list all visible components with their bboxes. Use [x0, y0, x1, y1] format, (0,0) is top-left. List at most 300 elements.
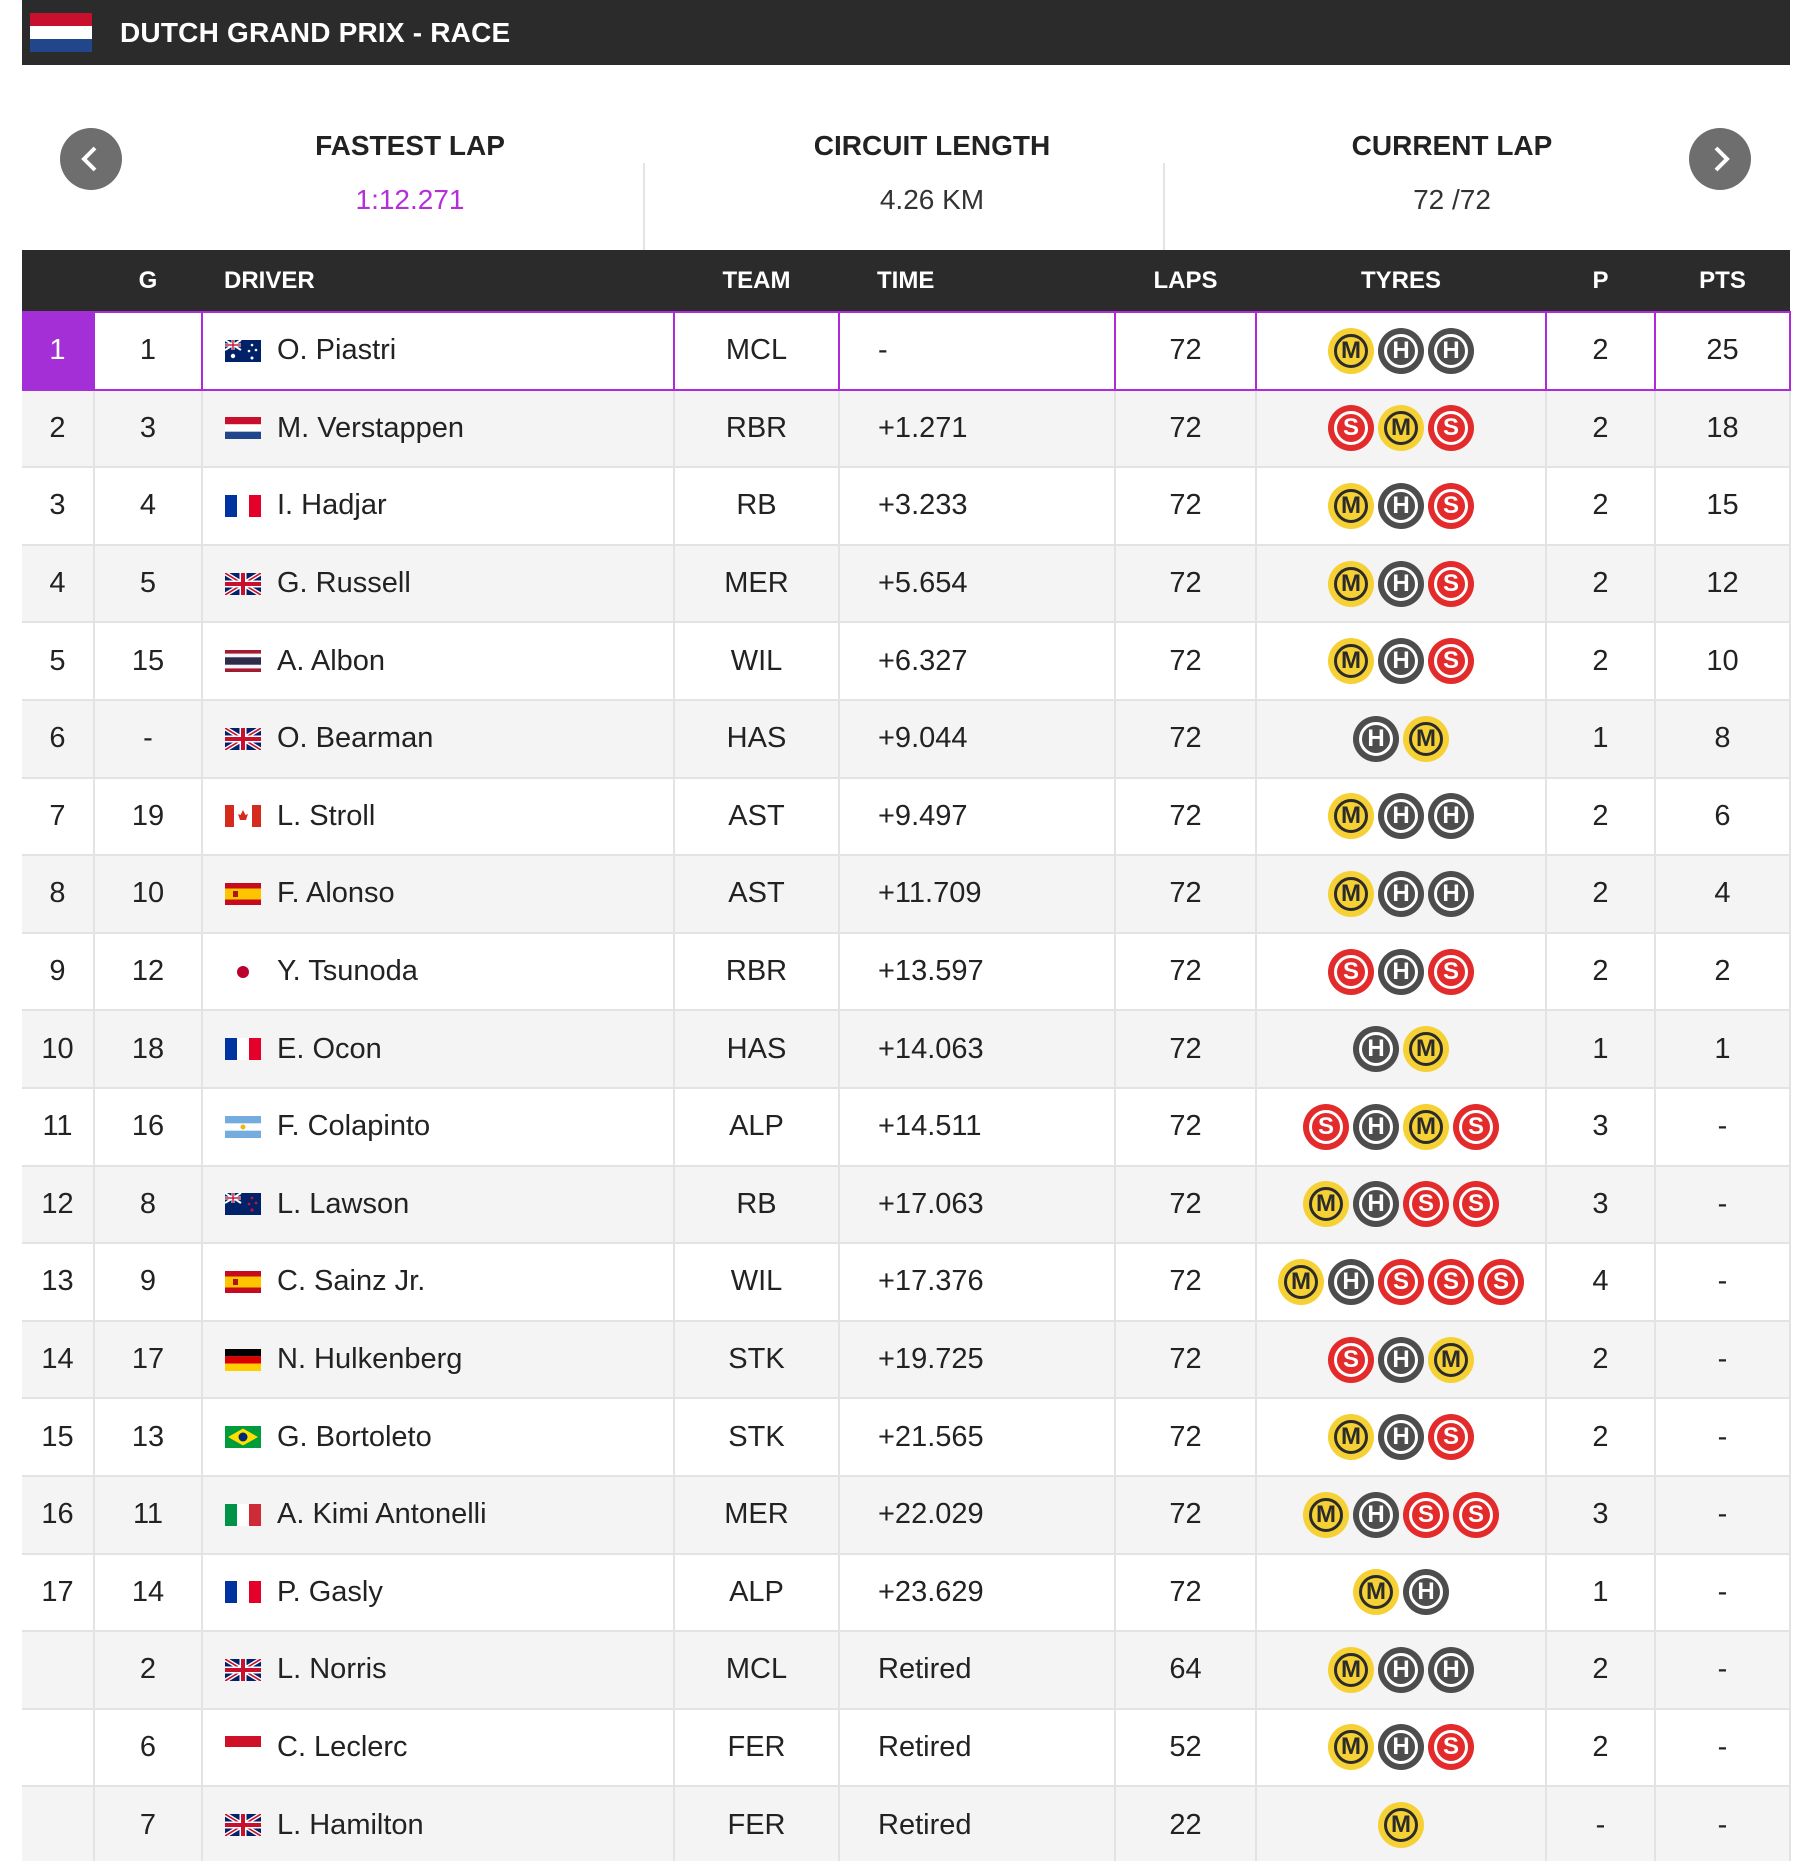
table-row — [22, 1398, 1790, 1476]
medium-tyre-icon: M — [1328, 1724, 1374, 1770]
medium-tyre-icon: M — [1278, 1259, 1324, 1305]
points-cell: 4 — [1655, 855, 1790, 933]
team-cell: MCL — [674, 1631, 839, 1709]
pits-cell: 2 — [1546, 1709, 1655, 1787]
spain-flag-icon — [225, 1271, 261, 1293]
time-cell: +9.497 — [839, 778, 1115, 856]
tyres-cell — [1256, 933, 1546, 1011]
hard-tyre-icon: H — [1428, 793, 1474, 839]
medium-tyre-icon: M — [1378, 405, 1424, 451]
table-header — [22, 250, 1790, 312]
time-cell: +19.725 — [839, 1321, 1115, 1399]
position-cell: 15 — [22, 1398, 94, 1476]
points-cell: 12 — [1655, 545, 1790, 623]
points-cell: - — [1655, 1476, 1790, 1554]
table-row — [22, 1010, 1790, 1088]
table-row — [22, 312, 1790, 390]
soft-tyre-icon: S — [1303, 1104, 1349, 1150]
canada-flag-icon — [225, 805, 261, 827]
points-cell: 1 — [1655, 1010, 1790, 1088]
soft-tyre-icon: S — [1428, 1414, 1474, 1460]
tyres-cell — [1256, 1554, 1546, 1632]
team-cell: FER — [674, 1786, 839, 1861]
hard-tyre-icon: H — [1328, 1259, 1374, 1305]
laps-cell: 72 — [1115, 312, 1256, 390]
position-cell: 9 — [22, 933, 94, 1011]
team-cell: RB — [674, 1166, 839, 1244]
pits-cell: 2 — [1546, 390, 1655, 468]
points-cell: 15 — [1655, 467, 1790, 545]
table-row — [22, 467, 1790, 545]
uk-flag-icon — [225, 573, 261, 595]
driver-name: Y. Tsunoda — [277, 955, 418, 988]
tyres-cell — [1256, 1088, 1546, 1166]
prev-button[interactable] — [60, 128, 122, 190]
grid-cell: 19 — [94, 778, 202, 856]
points-cell: 6 — [1655, 778, 1790, 856]
position-cell: 7 — [22, 778, 94, 856]
tyres-cell — [1256, 1243, 1546, 1321]
grid-cell: 1 — [94, 312, 202, 390]
time-cell: +14.063 — [839, 1010, 1115, 1088]
pits-cell: 2 — [1546, 1631, 1655, 1709]
col-driver: DRIVER — [224, 266, 315, 294]
hard-tyre-icon: H — [1378, 1724, 1424, 1770]
pits-cell: 2 — [1546, 1321, 1655, 1399]
time-cell: +14.511 — [839, 1088, 1115, 1166]
driver-name: C. Sainz Jr. — [277, 1265, 426, 1298]
table-row — [22, 1631, 1790, 1709]
medium-tyre-icon: M — [1328, 793, 1374, 839]
driver-cell — [202, 1554, 674, 1632]
points-cell: - — [1655, 1398, 1790, 1476]
hard-tyre-icon: H — [1378, 1414, 1424, 1460]
laps-cell: 72 — [1115, 467, 1256, 545]
driver-cell — [202, 1166, 674, 1244]
soft-tyre-icon: S — [1453, 1104, 1499, 1150]
medium-tyre-icon: M — [1328, 328, 1374, 374]
grid-cell: 7 — [94, 1786, 202, 1861]
grid-cell: 14 — [94, 1554, 202, 1632]
grid-cell: 3 — [94, 390, 202, 468]
hard-tyre-icon: H — [1353, 1104, 1399, 1150]
laps-cell: 72 — [1115, 1010, 1256, 1088]
laps-cell: 72 — [1115, 778, 1256, 856]
driver-cell — [202, 312, 674, 390]
table-row — [22, 778, 1790, 856]
fastest-lap-value: 1:12.271 — [355, 184, 465, 215]
tyres-cell — [1256, 1631, 1546, 1709]
medium-tyre-icon: M — [1328, 1414, 1374, 1460]
uk-flag-icon — [225, 728, 261, 750]
laps-cell: 72 — [1115, 1243, 1256, 1321]
tyres-cell — [1256, 622, 1546, 700]
position-cell: 13 — [22, 1243, 94, 1321]
current-lap-value: 72 /72 — [1413, 184, 1491, 215]
grid-cell: 5 — [94, 545, 202, 623]
col-laps: LAPS — [1153, 266, 1218, 294]
points-cell: - — [1655, 1786, 1790, 1861]
driver-name: O. Piastri — [277, 334, 397, 367]
hard-tyre-icon: H — [1353, 1492, 1399, 1538]
grid-cell: 10 — [94, 855, 202, 933]
team-cell: STK — [674, 1321, 839, 1399]
points-cell: - — [1655, 1243, 1790, 1321]
tyres-cell — [1256, 778, 1546, 856]
team-cell: ALP — [674, 1554, 839, 1632]
team-cell: RBR — [674, 390, 839, 468]
soft-tyre-icon: S — [1328, 1337, 1374, 1383]
laps-cell: 22 — [1115, 1786, 1256, 1861]
medium-tyre-icon: M — [1328, 871, 1374, 917]
laps-cell: 72 — [1115, 933, 1256, 1011]
laps-cell: 72 — [1115, 1088, 1256, 1166]
time-cell: - — [839, 312, 1115, 390]
pits-cell: 2 — [1546, 778, 1655, 856]
position-cell: 1 — [22, 312, 94, 390]
col-points: PTS — [1699, 266, 1746, 294]
team-cell: MCL — [674, 312, 839, 390]
time-cell: +11.709 — [839, 855, 1115, 933]
hard-tyre-icon: H — [1353, 716, 1399, 762]
france-flag-icon — [225, 1581, 261, 1603]
tyres-cell — [1256, 1476, 1546, 1554]
tyres-cell — [1256, 1321, 1546, 1399]
pits-cell: 2 — [1546, 545, 1655, 623]
hard-tyre-icon: H — [1428, 328, 1474, 374]
hard-tyre-icon: H — [1378, 949, 1424, 995]
driver-cell — [202, 1321, 674, 1399]
netherlands-flag-icon — [225, 417, 261, 439]
tyres-cell — [1256, 467, 1546, 545]
driver-name: C. Leclerc — [277, 1730, 408, 1763]
circuit-length-value: 4.26 KM — [879, 184, 985, 215]
grid-cell: 13 — [94, 1398, 202, 1476]
team-cell: MER — [674, 1476, 839, 1554]
soft-tyre-icon: S — [1428, 638, 1474, 684]
position-cell: 12 — [22, 1166, 94, 1244]
position-cell: 3 — [22, 467, 94, 545]
tyres-cell — [1256, 1709, 1546, 1787]
points-cell: 2 — [1655, 933, 1790, 1011]
time-cell: +22.029 — [839, 1476, 1115, 1554]
pits-cell: 2 — [1546, 855, 1655, 933]
time-cell: +1.271 — [839, 390, 1115, 468]
soft-tyre-icon: S — [1428, 1259, 1474, 1305]
laps-cell: 72 — [1115, 1476, 1256, 1554]
team-cell: RBR — [674, 933, 839, 1011]
position-cell: 14 — [22, 1321, 94, 1399]
hard-tyre-icon: H — [1378, 328, 1424, 374]
points-cell: - — [1655, 1554, 1790, 1632]
time-cell: +9.044 — [839, 700, 1115, 778]
table-row — [22, 700, 1790, 778]
laps-cell: 72 — [1115, 545, 1256, 623]
grid-cell: 9 — [94, 1243, 202, 1321]
col-team: TEAM — [722, 266, 791, 294]
team-cell: AST — [674, 778, 839, 856]
driver-name: I. Hadjar — [277, 489, 387, 522]
hard-tyre-icon: H — [1378, 561, 1424, 607]
grid-cell: 6 — [94, 1709, 202, 1787]
driver-cell — [202, 622, 674, 700]
medium-tyre-icon: M — [1328, 483, 1374, 529]
table-row — [22, 545, 1790, 623]
col-pos — [22, 250, 94, 312]
italy-flag-icon — [225, 1504, 261, 1526]
hard-tyre-icon: H — [1378, 871, 1424, 917]
pits-cell: 2 — [1546, 467, 1655, 545]
hard-tyre-icon: H — [1378, 793, 1424, 839]
laps-cell: 72 — [1115, 855, 1256, 933]
results-table — [22, 250, 1791, 1861]
team-cell: MER — [674, 545, 839, 623]
pits-cell: 3 — [1546, 1088, 1655, 1166]
points-cell: - — [1655, 1321, 1790, 1399]
chevron-left-icon — [76, 144, 106, 174]
next-button[interactable] — [1689, 128, 1751, 190]
soft-tyre-icon: S — [1453, 1492, 1499, 1538]
driver-name: A. Kimi Antonelli — [277, 1498, 487, 1531]
grid-cell: 12 — [94, 933, 202, 1011]
driver-name: G. Bortoleto — [277, 1420, 432, 1453]
laps-cell: 72 — [1115, 1166, 1256, 1244]
points-cell: - — [1655, 1166, 1790, 1244]
team-cell: HAS — [674, 1010, 839, 1088]
driver-cell — [202, 545, 674, 623]
driver-cell — [202, 855, 674, 933]
medium-tyre-icon: M — [1403, 1026, 1449, 1072]
table-row — [22, 855, 1790, 933]
circuit-length — [672, 130, 1192, 216]
soft-tyre-icon: S — [1328, 405, 1374, 451]
driver-cell — [202, 1631, 674, 1709]
hard-tyre-icon: H — [1378, 1647, 1424, 1693]
pits-cell: 2 — [1546, 312, 1655, 390]
hard-tyre-icon: H — [1428, 1647, 1474, 1693]
laps-cell: 64 — [1115, 1631, 1256, 1709]
driver-cell — [202, 1010, 674, 1088]
grid-cell: 4 — [94, 467, 202, 545]
brazil-flag-icon — [225, 1426, 261, 1448]
tyres-cell — [1256, 1398, 1546, 1476]
table-row — [22, 1709, 1790, 1787]
medium-tyre-icon: M — [1328, 638, 1374, 684]
pits-cell: 1 — [1546, 700, 1655, 778]
medium-tyre-icon: M — [1403, 716, 1449, 762]
tyres-cell — [1256, 700, 1546, 778]
tyres-cell — [1256, 312, 1546, 390]
points-cell: - — [1655, 1088, 1790, 1166]
driver-name: E. Ocon — [277, 1032, 382, 1065]
position-cell: 2 — [22, 390, 94, 468]
laps-cell: 72 — [1115, 622, 1256, 700]
thailand-flag-icon — [225, 650, 261, 672]
pits-cell: 3 — [1546, 1476, 1655, 1554]
position-cell: 4 — [22, 545, 94, 623]
table-row — [22, 390, 1790, 468]
time-cell: Retired — [839, 1786, 1115, 1861]
time-cell: +17.063 — [839, 1166, 1115, 1244]
grid-cell: - — [94, 700, 202, 778]
france-flag-icon — [225, 495, 261, 517]
tyres-cell — [1256, 390, 1546, 468]
col-time: TIME — [877, 266, 935, 294]
driver-cell — [202, 390, 674, 468]
table-row — [22, 1166, 1790, 1244]
position-cell — [22, 1709, 94, 1787]
table-row — [22, 1554, 1790, 1632]
medium-tyre-icon: M — [1328, 1647, 1374, 1693]
team-cell: AST — [674, 855, 839, 933]
pits-cell: - — [1546, 1786, 1655, 1861]
soft-tyre-icon: S — [1453, 1181, 1499, 1227]
driver-name: A. Albon — [277, 644, 386, 677]
grid-cell: 2 — [94, 1631, 202, 1709]
soft-tyre-icon: S — [1428, 949, 1474, 995]
new-zealand-flag-icon — [225, 1193, 261, 1215]
hard-tyre-icon: H — [1378, 1337, 1424, 1383]
france-flag-icon — [225, 1038, 261, 1060]
laps-cell: 52 — [1115, 1709, 1256, 1787]
table-row — [22, 1786, 1790, 1861]
points-cell: 18 — [1655, 390, 1790, 468]
soft-tyre-icon: S — [1403, 1492, 1449, 1538]
position-cell: 16 — [22, 1476, 94, 1554]
soft-tyre-icon: S — [1428, 1724, 1474, 1770]
table-row — [22, 1243, 1790, 1321]
time-cell: Retired — [839, 1709, 1115, 1787]
driver-cell — [202, 778, 674, 856]
monaco-flag-icon — [225, 1736, 261, 1758]
hard-tyre-icon: H — [1378, 638, 1424, 684]
time-cell: +23.629 — [839, 1554, 1115, 1632]
laps-cell: 72 — [1115, 1398, 1256, 1476]
time-cell: +21.565 — [839, 1398, 1115, 1476]
grid-cell: 8 — [94, 1166, 202, 1244]
circuit-length-label: CIRCUIT LENGTH — [813, 130, 1051, 161]
tyres-cell — [1256, 855, 1546, 933]
title-bar — [22, 0, 1790, 65]
time-cell: Retired — [839, 1631, 1115, 1709]
soft-tyre-icon: S — [1378, 1259, 1424, 1305]
race-results-widget — [22, 0, 1790, 1841]
col-grid: G — [138, 266, 158, 294]
driver-name: N. Hulkenberg — [277, 1343, 463, 1376]
current-lap — [1192, 130, 1712, 216]
driver-name: F. Alonso — [277, 877, 395, 910]
chevron-right-icon — [1705, 144, 1735, 174]
team-cell: RB — [674, 467, 839, 545]
current-lap-label: CURRENT LAP — [1351, 130, 1553, 161]
table-row — [22, 1088, 1790, 1166]
position-cell: 8 — [22, 855, 94, 933]
driver-cell — [202, 1243, 674, 1321]
col-pits: P — [1592, 266, 1609, 294]
pits-cell: 2 — [1546, 622, 1655, 700]
medium-tyre-icon: M — [1303, 1492, 1349, 1538]
driver-cell — [202, 1398, 674, 1476]
pits-cell: 1 — [1546, 1010, 1655, 1088]
time-cell: +17.376 — [839, 1243, 1115, 1321]
hard-tyre-icon: H — [1378, 483, 1424, 529]
hard-tyre-icon: H — [1428, 871, 1474, 917]
table-row — [22, 1476, 1790, 1554]
driver-cell — [202, 700, 674, 778]
driver-name: L. Lawson — [277, 1187, 410, 1220]
uk-flag-icon — [225, 1814, 261, 1836]
germany-flag-icon — [225, 1349, 261, 1371]
laps-cell: 72 — [1115, 390, 1256, 468]
col-tyres: TYRES — [1360, 266, 1441, 294]
driver-name: L. Norris — [277, 1653, 387, 1686]
grid-cell: 11 — [94, 1476, 202, 1554]
team-cell: STK — [674, 1398, 839, 1476]
hard-tyre-icon: H — [1353, 1181, 1399, 1227]
soft-tyre-icon: S — [1428, 561, 1474, 607]
soft-tyre-icon: S — [1328, 949, 1374, 995]
points-cell: - — [1655, 1709, 1790, 1787]
australia-flag-icon — [225, 340, 261, 362]
medium-tyre-icon: M — [1378, 1802, 1424, 1848]
fastest-lap-label: FASTEST LAP — [315, 130, 505, 161]
driver-cell — [202, 1088, 674, 1166]
grid-cell: 17 — [94, 1321, 202, 1399]
pits-cell: 4 — [1546, 1243, 1655, 1321]
spain-flag-icon — [225, 883, 261, 905]
driver-name: L. Hamilton — [277, 1808, 424, 1841]
argentina-flag-icon — [225, 1116, 261, 1138]
laps-cell: 72 — [1115, 1321, 1256, 1399]
tyres-cell — [1256, 545, 1546, 623]
medium-tyre-icon: M — [1303, 1181, 1349, 1227]
time-cell: +3.233 — [839, 467, 1115, 545]
tyres-cell — [1256, 1010, 1546, 1088]
grid-cell: 15 — [94, 622, 202, 700]
driver-cell — [202, 467, 674, 545]
grid-cell: 18 — [94, 1010, 202, 1088]
medium-tyre-icon: M — [1403, 1104, 1449, 1150]
team-cell: FER — [674, 1709, 839, 1787]
time-cell: +6.327 — [839, 622, 1115, 700]
tyres-cell — [1256, 1786, 1546, 1861]
driver-name: F. Colapinto — [277, 1110, 431, 1143]
points-cell: 25 — [1655, 312, 1790, 390]
team-cell: HAS — [674, 700, 839, 778]
driver-cell — [202, 933, 674, 1011]
tyres-cell — [1256, 1166, 1546, 1244]
soft-tyre-icon: S — [1428, 483, 1474, 529]
medium-tyre-icon: M — [1353, 1569, 1399, 1615]
pits-cell: 3 — [1546, 1166, 1655, 1244]
position-cell — [22, 1786, 94, 1861]
position-cell: 6 — [22, 700, 94, 778]
driver-cell — [202, 1476, 674, 1554]
page-title: DUTCH GRAND PRIX - RACE — [120, 16, 511, 48]
pits-cell: 2 — [1546, 1398, 1655, 1476]
netherlands-flag-icon — [30, 13, 92, 53]
position-cell: 11 — [22, 1088, 94, 1166]
soft-tyre-icon: S — [1478, 1259, 1524, 1305]
driver-name: M. Verstappen — [277, 411, 464, 444]
laps-cell: 72 — [1115, 1554, 1256, 1632]
grid-cell: 16 — [94, 1088, 202, 1166]
laps-cell: 72 — [1115, 700, 1256, 778]
driver-name: P. Gasly — [277, 1575, 383, 1608]
driver-name: O. Bearman — [277, 722, 434, 755]
position-cell — [22, 1631, 94, 1709]
table-row — [22, 933, 1790, 1011]
